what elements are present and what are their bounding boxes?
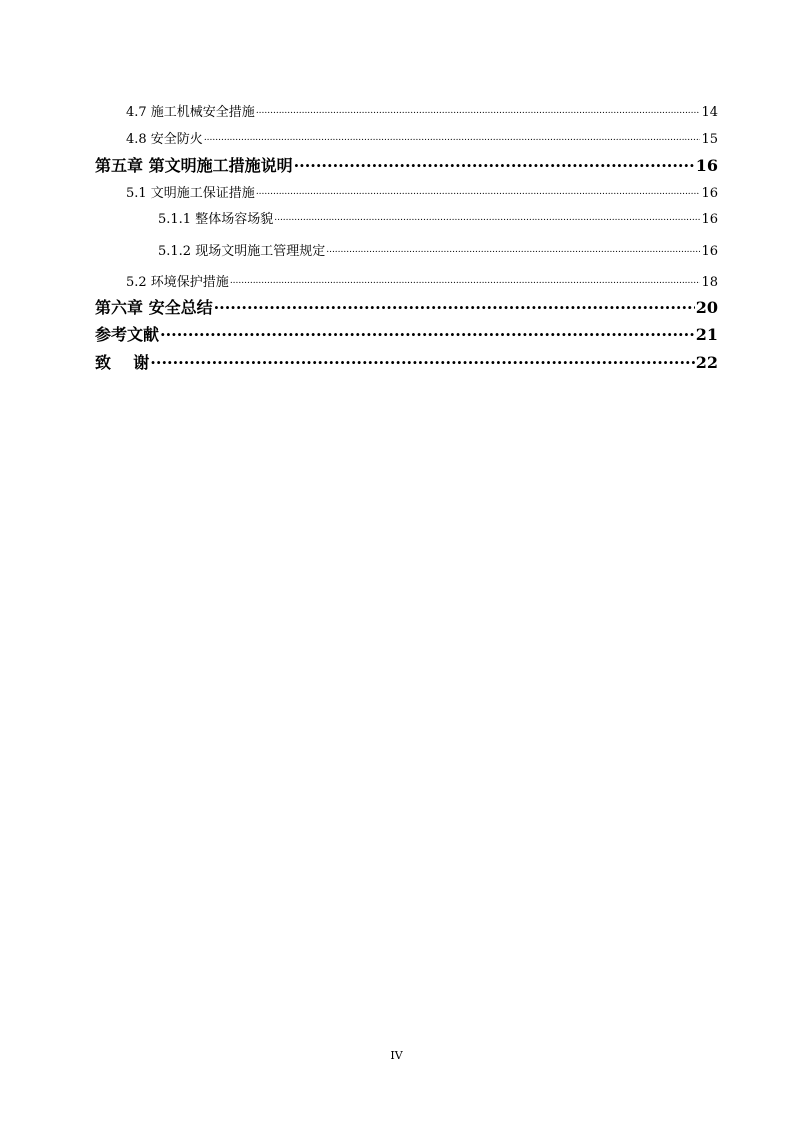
page-number: IV <box>390 1049 403 1062</box>
toc-entry-label: 5.2 环境保护措施 <box>126 275 229 290</box>
toc-entry-chapter-6[interactable] <box>95 295 718 318</box>
toc-entry-label: 4.8 安全防火 <box>126 132 203 147</box>
toc-entry-page: 18 <box>701 275 718 290</box>
toc-leader-dots <box>294 155 695 171</box>
toc-entry-page: 22 <box>695 353 718 372</box>
toc-entry-page: 16 <box>701 212 718 227</box>
toc-entry-label: 5.1.1 整体场容场貌 <box>158 212 274 227</box>
toc-entry-5-1[interactable] <box>126 182 718 201</box>
toc-entry-references[interactable] <box>95 322 718 345</box>
toc-leader-dots <box>150 352 694 368</box>
toc-entry-4-7[interactable] <box>126 101 718 120</box>
toc-entry-label: 第五章 第文明施工措施说明 <box>95 156 293 175</box>
toc-leader-dots <box>204 130 701 143</box>
toc-entry-label: 第六章 安全总结 <box>95 298 213 317</box>
toc-entry-page: 21 <box>695 325 718 344</box>
toc-entry-label: 5.1.2 现场文明施工管理规定 <box>158 244 326 259</box>
toc-entry-page: 16 <box>701 244 718 259</box>
toc-entry-label: 致 谢 <box>95 353 150 372</box>
toc-entry-label: 5.1 文明施工保证措施 <box>126 186 255 201</box>
toc-entry-page: 16 <box>695 156 718 175</box>
toc-entry-4-8[interactable] <box>126 128 718 147</box>
toc-entry-chapter-5[interactable] <box>95 153 718 176</box>
toc-leader-dots <box>230 273 701 286</box>
toc-entry-5-1-1[interactable] <box>158 208 718 227</box>
toc-entry-page: 15 <box>701 132 718 147</box>
toc-leader-dots <box>214 297 695 313</box>
toc-entry-label: 4.7 施工机械安全措施 <box>126 105 255 120</box>
toc-entry-label: 参考文献 <box>95 325 160 344</box>
toc-entry-page: 14 <box>701 105 718 120</box>
toc-leader-dots <box>256 103 701 116</box>
toc-leader-dots <box>326 242 700 255</box>
toc-entry-5-1-2[interactable] <box>158 240 718 259</box>
toc-leader-dots <box>274 210 700 223</box>
toc-leader-dots <box>256 184 701 197</box>
toc-entry-page: 20 <box>695 298 718 317</box>
toc-entry-page: 16 <box>701 186 718 201</box>
toc-entry-5-2[interactable] <box>126 271 718 290</box>
toc-leader-dots <box>160 324 695 340</box>
toc-entry-acknowledgements[interactable] <box>95 350 718 373</box>
